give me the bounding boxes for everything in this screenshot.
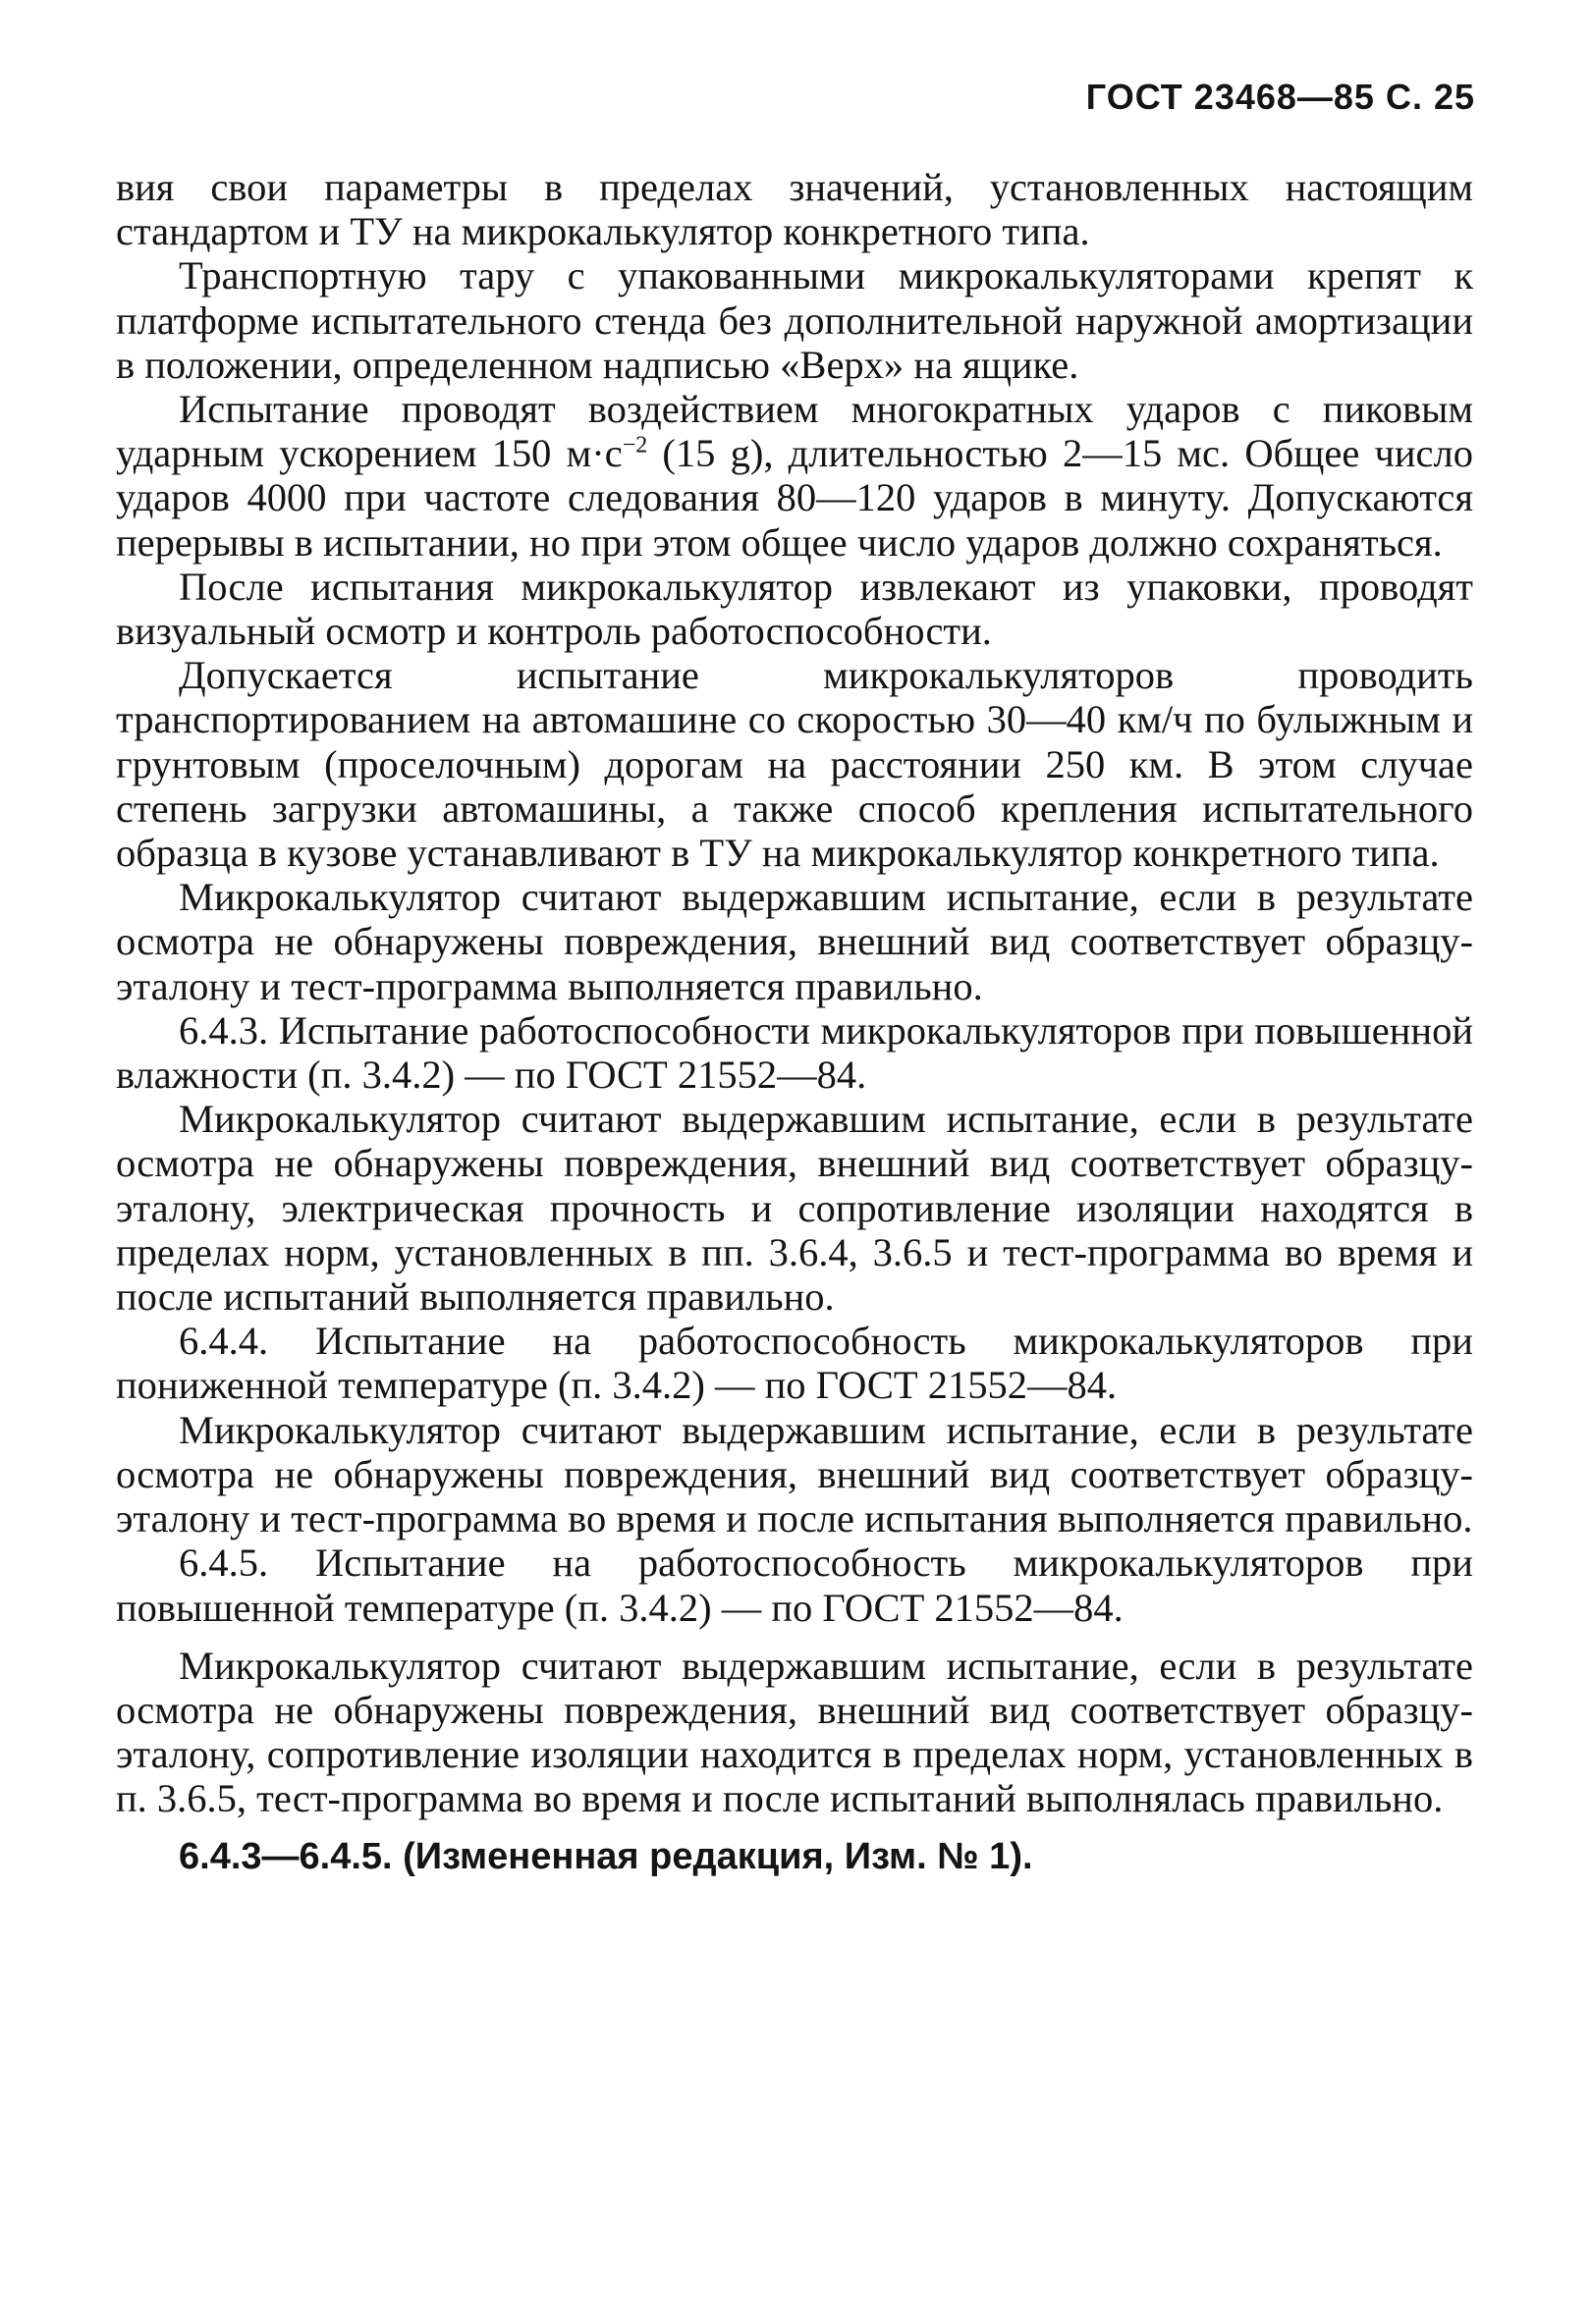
paragraph-6-4-4: 6.4.4. Испытание на работоспособность микрокалькуляторов при пониженной температуре (п. 3.4.2) — по ГОСТ 21552—84. bbox=[116, 1319, 1473, 1408]
paragraph-6-4-3: 6.4.3. Испытание работоспособности микрокалькуляторов при повышенной влажности (п. 3.4.2) — по ГОСТ 21552—84. bbox=[116, 1007, 1473, 1098]
running-header: ГОСТ 23468—85 С. 25 bbox=[1085, 77, 1475, 117]
paragraph-shock-test bbox=[116, 387, 1473, 565]
paragraph-pass-criteria-3: Микрокалькулятор считают выдержавшим испытание, если в результате осмотра не обнаружены повреждения, внешний вид соответствует образцу-эталону и тест-программа во время и после испытания выполняется правильно. bbox=[116, 1407, 1473, 1541]
paragraph-pass-criteria-1: Микрокалькулятор считают выдержавшим испытание, если в результате осмотра не обнаружены повреждения, внешний вид соответствует образцу-эталону и тест-программа выполняется правильно. bbox=[116, 875, 1473, 1008]
shock-test-text-a: Испытание проводят воздействием многократных ударов с пиковым ударным ускорением 150 м·с bbox=[116, 387, 1473, 476]
paragraph-after-test: После испытания микрокалькулятор извлекают из упаковки, проводят визуальный осмотр и контроль работоспособности. bbox=[116, 564, 1473, 654]
paragraph-pass-criteria-2: Микрокалькулятор считают выдержавшим испытание, если в результате осмотра не обнаружены повреждения, внешний вид соответствует образцу-эталону, электрическая прочность и сопротивление изоляции находятся в пределах норм, установленных в пп. 3.6.4, 3.6.5 и тест-программа во время и после испытаний выполняется правильно. bbox=[116, 1097, 1473, 1320]
paragraph-6-4-5: 6.4.5. Испытание на работоспособность микрокалькуляторов при повышенной температуре (п. 3.4.2) — по ГОСТ 21552—84. bbox=[116, 1540, 1473, 1630]
paragraph-transport-packaging: Транспортную тару с упакованными микрокалькуляторами крепят к платформе испытательного стенда без дополнительной наружной амортизации в положении, определенном надписью «Верх» на ящике. bbox=[116, 253, 1473, 387]
body-text bbox=[116, 165, 1473, 1879]
paragraph-continuation: вия свои параметры в пределах значений, установленных настоящим стандартом и ТУ на микрокалькулятор конкретного типа. bbox=[116, 165, 1473, 254]
shock-test-exponent: −2 bbox=[622, 432, 648, 459]
paragraph-amendment-note: 6.4.3—6.4.5. (Измененная редакция, Изм. № 1). bbox=[179, 1835, 1033, 1877]
paragraph-pass-criteria-4: Микрокалькулятор считают выдержавшим испытание, если в результате осмотра не обнаружены повреждения, внешний вид соответствует образцу-эталону, сопротивление изоляции находится в пределах норм, установленных в п. 3.6.5, тест-программа во время и после испытаний выполнялась правильно. bbox=[116, 1643, 1473, 1821]
shock-test-text-b: (15 g), длительностью 2—15 мс. Общее число ударов 4000 при частоте следования 80—120 ударов в минуту. Допускаются перерывы в испытании, но при этом общее число ударов должно сохраняться. bbox=[116, 431, 1473, 565]
paragraph-vehicle-transport: Допускается испытание микрокалькуляторов проводить транспортированием на автомашине со скоростью 30—40 км/ч по булыжным и грунтовым (проселочным) дорогам на расстоянии 250 км. В этом случае степень загрузки автомашины, а также способ крепления испытательного образца в кузове устанавливают в ТУ на микрокалькулятор конкретного типа. bbox=[116, 653, 1473, 876]
